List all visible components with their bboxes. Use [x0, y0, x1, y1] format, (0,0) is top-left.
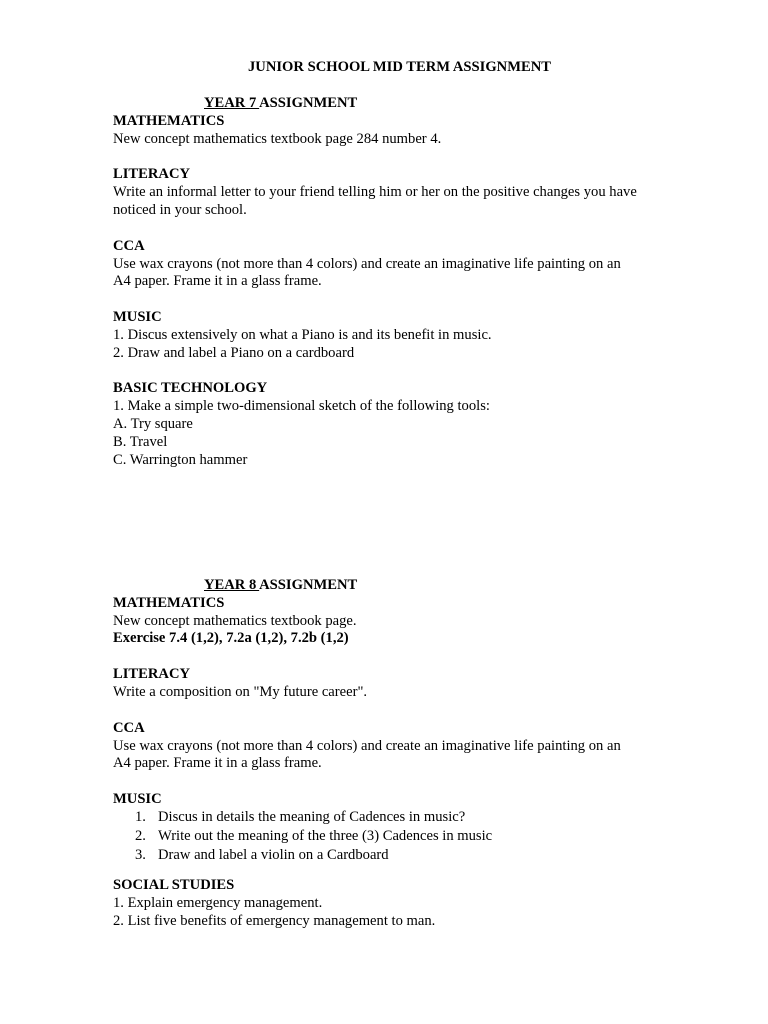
year7-heading — [204, 94, 357, 112]
year7-heading-rest: ASSIGNMENT — [259, 95, 358, 111]
y7-music-heading: MUSIC — [113, 309, 162, 325]
y7-basic-technology-line: C. Warrington hammer — [113, 452, 248, 468]
y8-mathematics-exercise: Exercise 7.4 (1,2), 7.2a (1,2), 7.2b (1,2) — [113, 630, 349, 646]
y7-basic-technology-line: A. Try square — [113, 416, 193, 432]
y8-cca-line: A4 paper. Frame it in a glass frame. — [113, 755, 322, 771]
y7-basic-technology-line: B. Travel — [113, 434, 168, 450]
list-number: 3. — [135, 847, 146, 863]
y7-basic-technology-heading: BASIC TECHNOLOGY — [113, 380, 268, 396]
y8-mathematics-line: New concept mathematics textbook page. — [113, 613, 357, 629]
y7-music-line: 1. Discus extensively on what a Piano is and its benefit in music. — [113, 327, 492, 343]
y7-mathematics-heading: MATHEMATICS — [113, 113, 225, 129]
y7-literacy-line: noticed in your school. — [113, 202, 247, 218]
document-title: JUNIOR SCHOOL MID TERM ASSIGNMENT — [248, 59, 552, 75]
y7-mathematics-line: New concept mathematics textbook page 284 number 4. — [113, 131, 442, 147]
y8-social-studies-line: 1. Explain emergency management. — [113, 895, 323, 911]
y7-basic-technology-line: 1. Make a simple two-dimensional sketch of the following tools: — [113, 398, 490, 414]
y8-cca-heading: CCA — [113, 720, 145, 736]
y7-cca-line: A4 paper. Frame it in a glass frame. — [113, 273, 322, 289]
y7-cca-line: Use wax crayons (not more than 4 colors) and create an imaginative life painting on an — [113, 256, 621, 272]
list-text: Draw and label a violin on a Cardboard — [158, 847, 389, 863]
y7-literacy-heading: LITERACY — [113, 166, 191, 182]
y7-literacy-line: Write an informal letter to your friend telling him or her on the positive changes you have — [113, 184, 637, 200]
list-number: 2. — [135, 828, 146, 844]
list-text: Discus in details the meaning of Cadences in music? — [158, 809, 466, 825]
year8-heading — [204, 576, 357, 594]
y8-cca-line: Use wax crayons (not more than 4 colors) and create an imaginative life painting on an — [113, 738, 621, 754]
y8-mathematics-heading: MATHEMATICS — [113, 595, 225, 611]
year8-heading-rest: ASSIGNMENT — [259, 577, 358, 593]
y8-literacy-line: Write a composition on "My future career". — [113, 684, 368, 700]
year8-heading-label: YEAR 8 — [204, 577, 260, 593]
y8-social-studies-heading: SOCIAL STUDIES — [113, 877, 235, 893]
y7-music-line: 2. Draw and label a Piano on a cardboard — [113, 345, 355, 361]
list-number: 1. — [135, 809, 146, 825]
y8-literacy-heading: LITERACY — [113, 666, 191, 682]
y8-social-studies-line: 2. List five benefits of emergency management to man. — [113, 913, 436, 929]
y7-cca-heading: CCA — [113, 238, 145, 254]
year7-heading-label: YEAR 7 — [204, 95, 260, 111]
list-text: Write out the meaning of the three (3) Cadences in music — [158, 828, 493, 844]
y8-music-heading: MUSIC — [113, 791, 162, 807]
